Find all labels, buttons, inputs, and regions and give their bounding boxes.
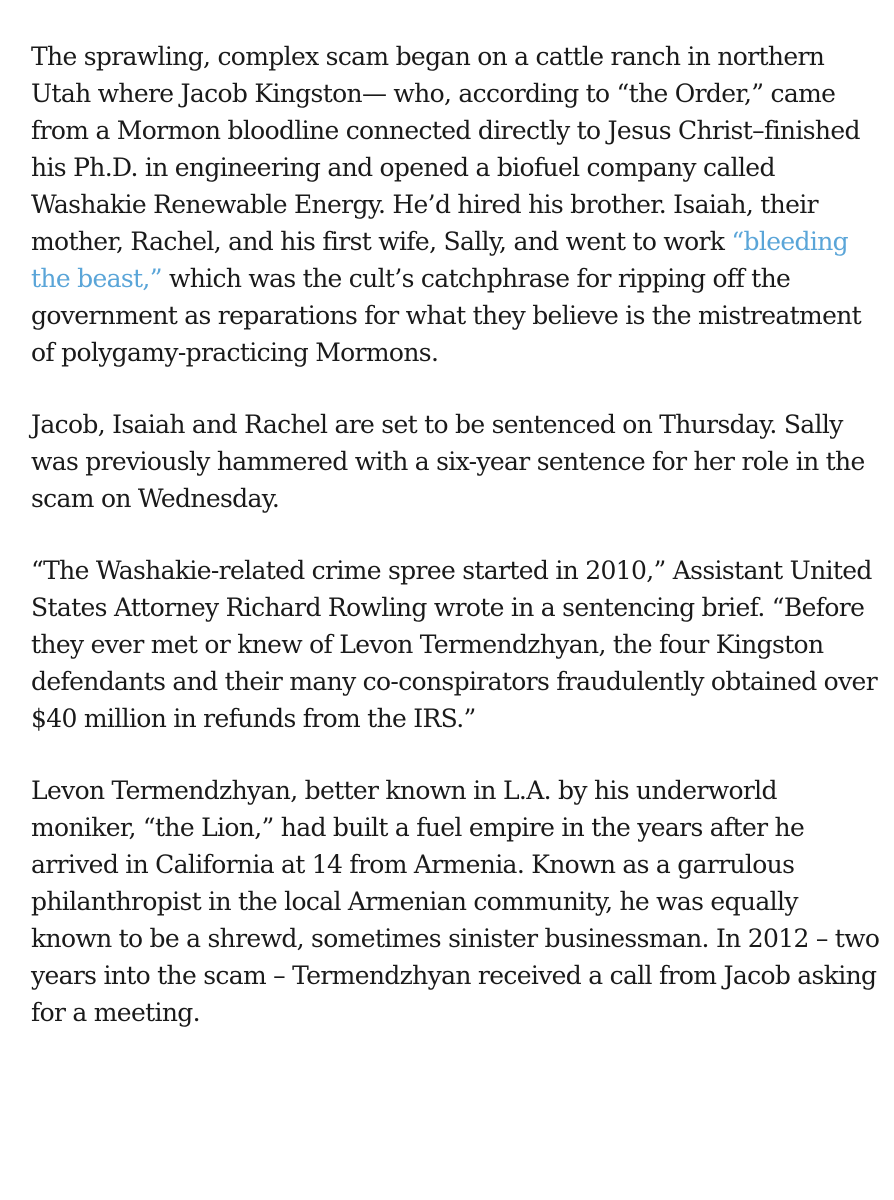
paragraph-2: Jacob, Isaiah and Rachel are set to be sentenced on Thursday. Sally was previously hammered with a six-year sentence for her role in the scam on Wednesday. <box>31 410 865 513</box>
paragraph-1-text-start: The sprawling, complex scam began on a cattle ranch in northern Utah where Jacob Kingston— who, according to “the Order,” came from a Mormon bloodline connected directly to Jesus Christ–finished his Ph.D. in engineering and opened a biofuel company called Washakie Renewable Energy. He’d hired his brother. Isaiah, their mother, Rachel, and his first wife, Sally, and went to work <box>31 42 860 256</box>
paragraph-1 <box>31 38 881 371</box>
paragraph-1-text-end: which was the cult’s catchphrase for ripping off the government as reparations for what they believe is the mistreatment of polygamy-practicing Mormons. <box>31 264 862 367</box>
paragraph-4: Levon Termendzhyan, better known in L.A. by his underworld moniker, “the Lion,” had built a fuel empire in the years after he arrived in California at 14 from Armenia. Known as a garrulous philanthropist in the local Armenian community, he was equally known to be a shrewd, sometimes sinister businessman. In 2012 – two years into the scam – Termendzhyan received a call from Jacob asking for a meeting. <box>31 776 880 1027</box>
paragraph-3: “The Washakie-related crime spree started in 2010,” Assistant United States Attorney Richard Rowling wrote in a sentencing brief. “Before they ever met or knew of Levon Termendzhyan, the four Kingston defendants and their many co-conspirators fraudulently obtained over $40 million in refunds from the IRS.” <box>31 556 878 733</box>
article-body <box>31 38 881 1066</box>
bleeding-the-beast-link[interactable]: “bleeding the beast,” <box>31 227 849 293</box>
